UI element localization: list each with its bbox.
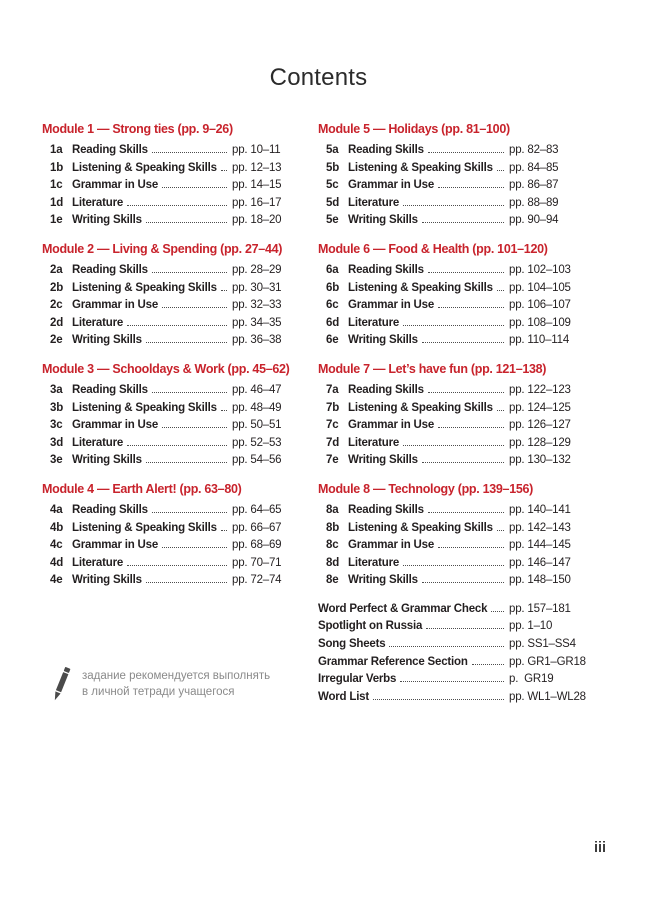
item-number: 4e — [50, 574, 63, 587]
back-matter-item — [318, 689, 595, 707]
item-number: 2e — [50, 334, 63, 347]
module-heading: Module 3 — Schooldays & Work (pp. 45–62) — [42, 361, 290, 376]
dot-leader — [152, 151, 227, 153]
item-number: 4b — [50, 521, 64, 534]
toc-item — [42, 177, 312, 195]
dot-leader — [422, 581, 504, 583]
item-number: 7c — [326, 419, 339, 432]
item-pages: pp. GR1–GR18 — [509, 655, 586, 668]
item-pages: pp. 18–20 — [232, 214, 282, 227]
dot-leader — [497, 169, 504, 171]
item-pages: pp. 16–17 — [232, 196, 282, 209]
item-number: 6e — [326, 334, 339, 347]
item-number: 2c — [50, 299, 63, 312]
toc-item — [42, 435, 312, 453]
item-label: Listening & Speaking Skills — [348, 401, 493, 414]
item-label: Song Sheets — [318, 638, 386, 651]
dot-leader — [403, 324, 504, 326]
toc-item — [318, 160, 595, 178]
item-pages: pp. 86–87 — [509, 179, 559, 192]
item-pages: pp. 14–15 — [232, 179, 282, 192]
dot-leader — [127, 444, 227, 446]
page-number: iii — [594, 840, 607, 856]
item-label: Reading Skills — [72, 263, 148, 276]
toc-item — [318, 572, 595, 590]
item-label: Grammar Reference Section — [318, 655, 468, 668]
toc-item — [318, 537, 595, 555]
item-label: Listening & Speaking Skills — [348, 521, 493, 534]
dot-leader — [438, 426, 504, 428]
dot-leader — [152, 511, 227, 513]
item-pages: pp. 12–13 — [232, 161, 282, 174]
note-line-2: в личной тетради учащегося — [82, 685, 235, 698]
toc-item — [318, 142, 595, 160]
dot-leader — [403, 204, 504, 206]
toc-item — [318, 452, 595, 470]
item-label: Literature — [72, 436, 124, 449]
item-number: 2d — [50, 316, 64, 329]
dot-leader — [162, 546, 227, 548]
item-number: 7d — [326, 436, 340, 449]
item-number: 1d — [50, 196, 64, 209]
dot-leader — [422, 461, 504, 463]
item-label: Irregular Verbs — [318, 673, 397, 686]
dot-leader — [127, 324, 227, 326]
item-pages: pp. 46–47 — [232, 383, 282, 396]
item-number: 5a — [326, 144, 339, 156]
toc-item — [318, 212, 595, 230]
item-label: Grammar in Use — [348, 179, 435, 192]
toc-item — [42, 417, 312, 435]
item-pages: pp. WL1–WL28 — [509, 690, 586, 703]
item-pages: pp. 34–35 — [232, 316, 282, 329]
item-number: 2a — [50, 263, 63, 276]
item-pages: pp. 157–181 — [509, 602, 571, 615]
item-pages: pp. 90–94 — [509, 214, 559, 227]
item-pages: p. GR19 — [509, 673, 554, 686]
item-number: 1b — [50, 161, 64, 174]
teacher-note — [48, 664, 270, 706]
item-pages: pp. 64–65 — [232, 503, 282, 516]
toc-item — [42, 315, 312, 333]
item-label: Listening & Speaking Skills — [72, 521, 217, 534]
item-pages: pp. 72–74 — [232, 574, 282, 587]
item-label: Grammar in Use — [72, 299, 159, 312]
toc-item — [318, 195, 595, 213]
pencil-icon — [48, 664, 74, 706]
module-section — [42, 121, 312, 230]
item-pages: pp. 124–125 — [509, 401, 571, 414]
item-number: 6d — [326, 316, 340, 329]
item-label: Word Perfect & Grammar Check — [318, 602, 488, 615]
item-number: 7e — [326, 454, 339, 467]
item-pages: pp. 30–31 — [232, 281, 282, 294]
item-label: Word List — [318, 690, 370, 703]
item-pages: pp. SS1–SS4 — [509, 638, 576, 651]
module-section — [318, 481, 595, 590]
toc-item — [42, 262, 312, 280]
toc-item — [42, 297, 312, 315]
module-heading: Module 7 — Let’s have fun (pp. 121–138) — [318, 361, 547, 376]
dot-leader — [221, 169, 227, 171]
dot-leader — [162, 186, 227, 188]
dot-leader — [221, 289, 227, 291]
back-matter-item — [318, 654, 595, 672]
module-heading: Module 6 — Food & Health (pp. 101–120) — [318, 241, 548, 256]
toc-item — [42, 520, 312, 538]
item-label: Grammar in Use — [348, 419, 435, 432]
toc-item — [318, 280, 595, 298]
back-matter-item — [318, 601, 595, 619]
item-label: Grammar in Use — [348, 299, 435, 312]
item-pages: pp. 108–109 — [509, 316, 571, 329]
dot-leader — [497, 529, 504, 531]
left-column — [42, 121, 312, 706]
module-heading: Module 1 — Strong ties (pp. 9–26) — [42, 122, 233, 136]
item-label: Reading Skills — [348, 383, 424, 396]
toc-item — [42, 382, 312, 400]
toc-item — [318, 417, 595, 435]
toc-item — [318, 297, 595, 315]
item-label: Literature — [72, 196, 124, 209]
module-heading: Module 5 — Holidays (pp. 81–100) — [318, 122, 510, 136]
dot-leader — [491, 610, 504, 612]
back-matter — [318, 601, 595, 707]
toc-item — [42, 400, 312, 418]
item-number: 6b — [326, 281, 340, 294]
item-pages: pp. 28–29 — [232, 263, 282, 276]
toc-item — [318, 332, 595, 350]
item-label: Writing Skills — [348, 214, 418, 227]
item-label: Literature — [72, 316, 124, 329]
item-pages: pp. 102–103 — [509, 263, 571, 276]
item-pages: pp. 84–85 — [509, 161, 559, 174]
item-number: 5d — [326, 196, 340, 209]
item-label: Literature — [348, 316, 400, 329]
dot-leader — [389, 645, 504, 647]
item-pages: pp. 106–107 — [509, 299, 571, 312]
dot-leader — [373, 698, 504, 700]
item-number: 3b — [50, 401, 64, 414]
item-number: 1e — [50, 214, 63, 227]
item-label: Literature — [348, 436, 400, 449]
toc-item — [42, 332, 312, 350]
dot-leader — [146, 341, 227, 343]
right-column — [318, 121, 595, 706]
item-label: Grammar in Use — [72, 419, 159, 432]
item-number: 8b — [326, 521, 340, 534]
item-number: 5e — [326, 214, 339, 227]
note-text — [82, 669, 270, 700]
item-pages: pp. 88–89 — [509, 196, 559, 209]
item-pages: pp. 110–114 — [509, 334, 570, 347]
item-number: 1c — [50, 179, 63, 192]
item-label: Reading Skills — [348, 263, 424, 276]
toc-item — [318, 502, 595, 520]
item-number: 6c — [326, 299, 339, 312]
item-number: 3c — [50, 419, 63, 432]
item-pages: pp. 66–67 — [232, 521, 282, 534]
toc-item — [42, 452, 312, 470]
item-number: 6a — [326, 263, 339, 276]
dot-leader — [428, 271, 504, 273]
dot-leader — [472, 663, 504, 665]
module-heading: Module 4 — Earth Alert! (pp. 63–80) — [42, 481, 242, 496]
item-label: Literature — [72, 556, 124, 569]
item-pages: pp. 52–53 — [232, 436, 282, 449]
toc-item — [318, 262, 595, 280]
item-pages: pp. 82–83 — [509, 144, 559, 156]
dot-leader — [152, 271, 227, 273]
toc-item — [42, 195, 312, 213]
item-label: Writing Skills — [348, 574, 418, 587]
item-label: Writing Skills — [72, 214, 142, 227]
item-pages: pp. 126–127 — [509, 419, 571, 432]
item-pages: pp. 68–69 — [232, 539, 282, 552]
item-label: Writing Skills — [348, 454, 418, 467]
item-label: Writing Skills — [72, 574, 142, 587]
item-pages: pp. 130–132 — [509, 454, 571, 467]
dot-leader — [426, 627, 504, 629]
dot-leader — [422, 221, 504, 223]
item-number: 4d — [50, 556, 64, 569]
item-pages: pp. 122–123 — [509, 383, 571, 396]
item-pages: pp. 144–145 — [509, 539, 571, 552]
toc-item — [42, 280, 312, 298]
item-label: Listening & Speaking Skills — [348, 281, 493, 294]
toc-item — [42, 537, 312, 555]
toc-item — [318, 520, 595, 538]
toc-item — [318, 315, 595, 333]
item-pages: pp. 104–105 — [509, 281, 571, 294]
item-number: 3e — [50, 454, 63, 467]
item-label: Spotlight on Russia — [318, 620, 423, 633]
dot-leader — [162, 306, 227, 308]
item-number: 3a — [50, 383, 63, 396]
dot-leader — [497, 409, 504, 411]
dot-leader — [152, 391, 227, 393]
dot-leader — [428, 391, 504, 393]
dot-leader — [403, 444, 504, 446]
item-label: Writing Skills — [72, 454, 142, 467]
toc-item — [42, 572, 312, 590]
item-pages: pp. 48–49 — [232, 401, 282, 414]
item-label: Reading Skills — [348, 503, 424, 516]
item-label: Writing Skills — [72, 334, 142, 347]
item-number: 2b — [50, 281, 64, 294]
item-number: 8c — [326, 539, 339, 552]
item-pages: pp. 1–10 — [509, 620, 553, 633]
toc-item — [42, 555, 312, 573]
item-label: Listening & Speaking Skills — [72, 401, 217, 414]
toc-item — [42, 160, 312, 178]
dot-leader — [127, 204, 227, 206]
module-section — [318, 121, 595, 230]
toc-item — [318, 555, 595, 573]
toc-item — [318, 435, 595, 453]
toc-columns — [42, 121, 595, 706]
item-label: Grammar in Use — [348, 539, 435, 552]
dot-leader — [221, 409, 227, 411]
page-title: Contents — [269, 64, 368, 91]
item-label: Listening & Speaking Skills — [348, 161, 493, 174]
item-label: Reading Skills — [72, 144, 148, 156]
item-number: 7a — [326, 383, 339, 396]
item-pages: pp. 50–51 — [232, 419, 282, 432]
dot-leader — [127, 564, 227, 566]
back-matter-item — [318, 671, 595, 689]
item-label: Grammar in Use — [72, 539, 159, 552]
item-pages: pp. 146–147 — [509, 556, 571, 569]
dot-leader — [428, 511, 504, 513]
item-number: 7b — [326, 401, 340, 414]
dot-leader — [146, 581, 227, 583]
item-number: 5c — [326, 179, 339, 192]
item-label: Listening & Speaking Skills — [72, 281, 217, 294]
dot-leader — [146, 221, 227, 223]
item-label: Grammar in Use — [72, 179, 159, 192]
module-section — [42, 361, 312, 470]
item-number: 4c — [50, 539, 63, 552]
item-label: Listening & Speaking Skills — [72, 161, 217, 174]
dot-leader — [438, 546, 504, 548]
item-label: Reading Skills — [72, 383, 148, 396]
item-label: Writing Skills — [348, 334, 418, 347]
toc-item — [42, 142, 312, 160]
item-number: 8d — [326, 556, 340, 569]
toc-item — [42, 502, 312, 520]
item-label: Literature — [348, 556, 400, 569]
item-pages: pp. 54–56 — [232, 454, 282, 467]
item-number: 1a — [50, 144, 63, 156]
item-label: Reading Skills — [72, 503, 148, 516]
dot-leader — [146, 461, 227, 463]
item-number: 5b — [326, 161, 340, 174]
toc-item — [318, 400, 595, 418]
item-pages: pp. 32–33 — [232, 299, 282, 312]
dot-leader — [438, 306, 504, 308]
dot-leader — [422, 341, 504, 343]
item-pages: pp. 140–141 — [509, 503, 571, 516]
item-label: Literature — [348, 196, 400, 209]
dot-leader — [162, 426, 227, 428]
item-pages: pp. 70–71 — [232, 556, 282, 569]
item-number: 3d — [50, 436, 64, 449]
item-pages: pp. 148–150 — [509, 574, 571, 587]
dot-leader — [400, 680, 504, 682]
dot-leader — [497, 289, 504, 291]
dot-leader — [428, 151, 504, 153]
item-pages: pp. 36–38 — [232, 334, 282, 347]
item-number: 8e — [326, 574, 339, 587]
back-matter-item — [318, 636, 595, 654]
module-heading: Module 8 — Technology (pp. 139–156) — [318, 481, 534, 496]
toc-item — [318, 382, 595, 400]
module-section — [318, 241, 595, 350]
item-pages: pp. 128–129 — [509, 436, 571, 449]
item-number: 4a — [50, 503, 63, 516]
dot-leader — [221, 529, 227, 531]
item-number: 8a — [326, 503, 339, 516]
module-section — [42, 481, 312, 590]
back-matter-item — [318, 618, 595, 636]
toc-item — [42, 212, 312, 230]
dot-leader — [403, 564, 504, 566]
item-pages: pp. 10–11 — [232, 144, 281, 156]
note-line-1: задание рекомендуется выполнять — [82, 670, 271, 682]
dot-leader — [438, 186, 504, 188]
item-label: Reading Skills — [348, 144, 424, 156]
toc-item — [318, 177, 595, 195]
item-pages: pp. 142–143 — [509, 521, 571, 534]
module-heading: Module 2 — Living & Spending (pp. 27–44) — [42, 241, 283, 256]
module-section — [42, 241, 312, 350]
module-section — [318, 361, 595, 470]
